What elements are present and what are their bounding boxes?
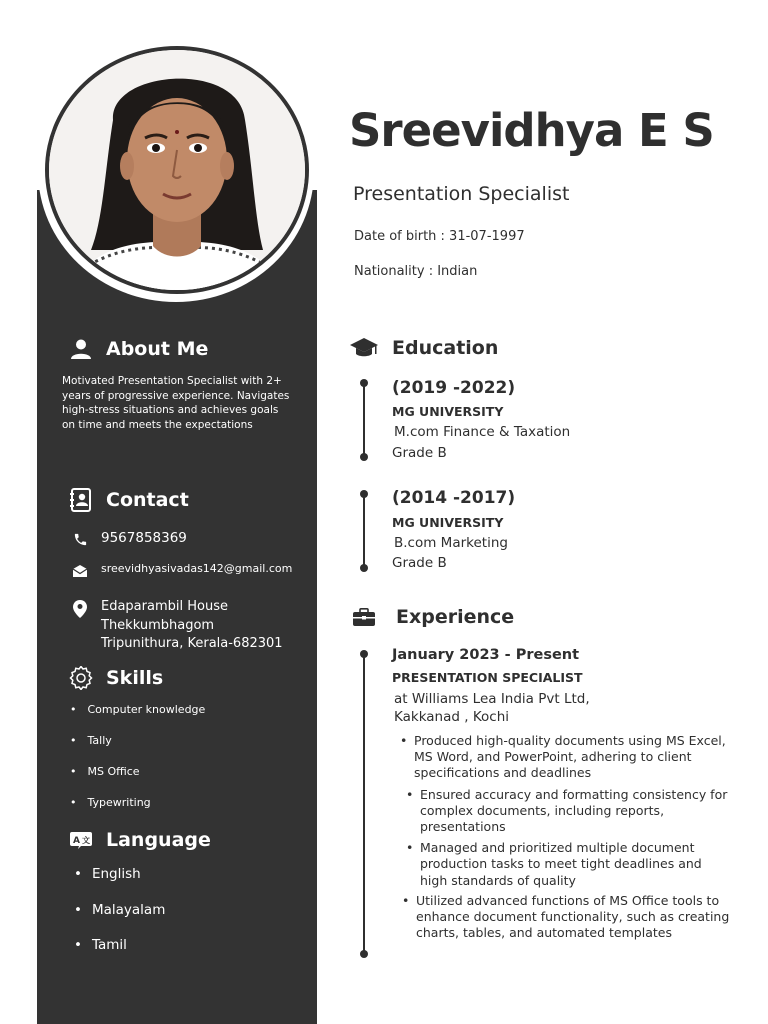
- svg-text:文: 文: [82, 836, 90, 845]
- portrait-illustration: [49, 50, 305, 290]
- location-pin-icon: [72, 601, 88, 617]
- edu-period: (2014 -2017): [392, 488, 516, 508]
- contact-phone[interactable]: [72, 530, 187, 547]
- skill-item: • MS Office: [70, 765, 205, 796]
- skill-item: • Computer knowledge: [70, 703, 205, 734]
- address-line-1: Edaparambil House: [101, 599, 228, 614]
- education-heading: [350, 336, 498, 360]
- phone-number: 9567858369: [101, 530, 187, 546]
- job-period: January 2023 - Present: [392, 647, 580, 663]
- contact-card-icon: [68, 487, 94, 513]
- language-heading: [68, 827, 211, 853]
- language-item: • Malayalam: [74, 902, 165, 938]
- edu-grade: Grade B: [392, 555, 447, 571]
- timeline-dot: [360, 564, 368, 572]
- briefcase-icon: [352, 605, 376, 629]
- timeline-line: [363, 494, 365, 567]
- timeline-dot: [360, 379, 368, 387]
- address-line-3: Tripunithura, Kerala-682301: [101, 636, 283, 651]
- gear-icon: [68, 665, 94, 691]
- timeline-dot: [360, 950, 368, 958]
- edu-period: (2019 -2022): [392, 378, 516, 398]
- job-title: PRESENTATION SPECIALIST: [392, 670, 583, 685]
- contact-address: [72, 598, 283, 654]
- job-role: Presentation Specialist: [353, 183, 570, 205]
- contact-heading: [68, 487, 189, 513]
- duty-item: • Ensured accuracy and formatting consistency for complex documents, including reports, presentations: [406, 787, 730, 836]
- translate-icon: [68, 827, 94, 853]
- date-of-birth: Date of birth : 31-07-1997: [354, 229, 525, 244]
- timeline-dot: [360, 490, 368, 498]
- full-name: Sreevidhya E S: [349, 104, 714, 157]
- timeline-line: [363, 383, 365, 456]
- skills-title: Skills: [106, 667, 164, 689]
- job-duties-list: [400, 733, 730, 941]
- timeline-line: [363, 654, 365, 954]
- duty-item: • Produced high-quality documents using MS Excel, MS Word, and PowerPoint, adhering to client specifications and deadlines: [400, 733, 730, 782]
- company-name: at Williams Lea India Pvt Ltd,: [394, 691, 590, 707]
- company-location: Kakkanad , Kochi: [394, 709, 510, 725]
- phone-icon: [72, 531, 88, 547]
- about-text: Motivated Presentation Specialist with 2+ years of progressive experience. Navigates high-stress situations and achieves goals on time and meets the expectations: [62, 375, 290, 431]
- language-item: • Tamil: [74, 937, 165, 973]
- edu-degree: M.com Finance & Taxation: [394, 424, 571, 440]
- skill-item: • Tally: [70, 734, 205, 765]
- graduation-cap-icon: [350, 336, 378, 360]
- about-heading: [68, 336, 208, 362]
- skills-heading: [68, 665, 163, 691]
- about-title: About Me: [106, 338, 209, 360]
- duty-item: • Utilized advanced functions of MS Office tools to enhance document functionality, such as creating charts, tables, and automated templates: [402, 893, 730, 942]
- language-item: • English: [74, 866, 165, 902]
- skills-list: [70, 703, 205, 827]
- edu-university: MG UNIVERSITY: [392, 404, 504, 419]
- experience-title: Experience: [396, 606, 515, 628]
- languages-list: [74, 866, 165, 973]
- email-icon: [72, 563, 88, 579]
- skill-item: • Typewriting: [70, 796, 205, 827]
- nationality: Nationality : Indian: [354, 264, 478, 279]
- edu-grade: Grade B: [392, 445, 447, 461]
- svg-text:A: A: [73, 836, 80, 846]
- experience-heading: [352, 605, 514, 629]
- education-title: Education: [392, 337, 499, 359]
- edu-degree: B.com Marketing: [394, 535, 508, 551]
- address-line-2: Thekkumbhagom: [101, 617, 215, 633]
- contact-email[interactable]: [72, 562, 292, 579]
- user-icon: [68, 336, 94, 362]
- job-company: [394, 690, 694, 726]
- duty-item: • Managed and prioritized multiple document production tasks to meet tight deadlines and high standards of quality: [406, 840, 730, 889]
- contact-title: Contact: [106, 489, 189, 511]
- language-title: Language: [106, 829, 211, 851]
- profile-photo: [45, 46, 309, 294]
- edu-university: MG UNIVERSITY: [392, 515, 504, 530]
- timeline-dot: [360, 453, 368, 461]
- email-address: sreevidhyasivadas142@gmail.com: [101, 562, 293, 575]
- timeline-dot: [360, 650, 368, 658]
